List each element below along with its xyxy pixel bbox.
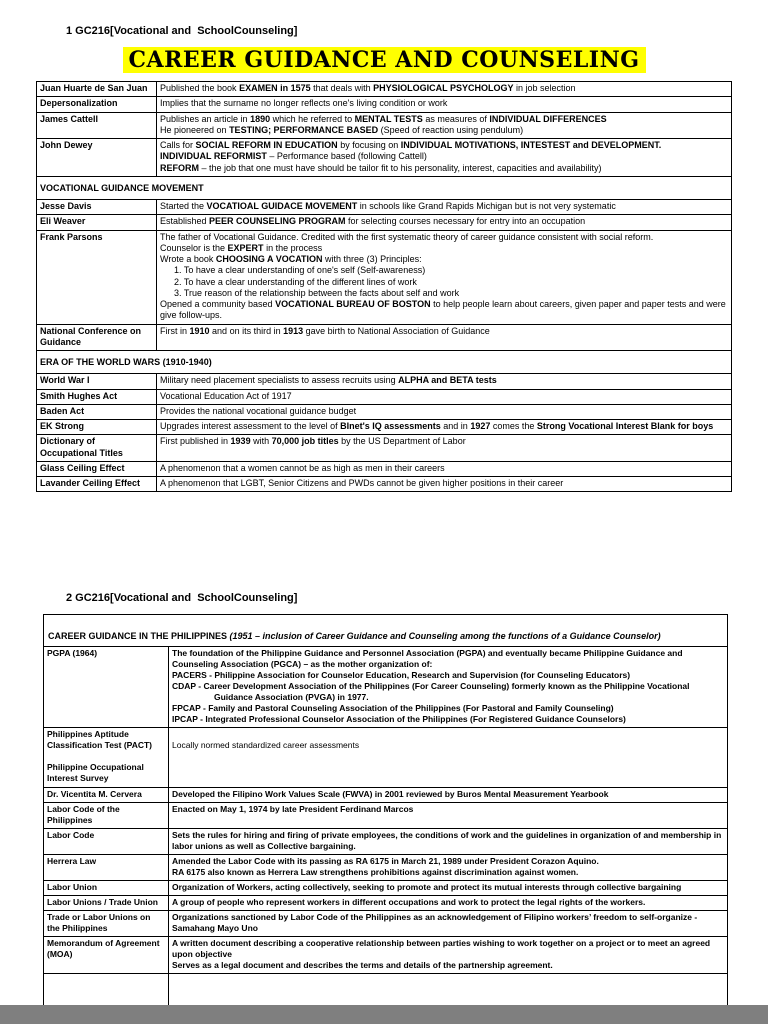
definition-cell (157, 200, 732, 215)
text-line: Wrote a book CHOOSING A VOCATION with three (3) Principles: (160, 254, 422, 264)
text-line: CDAP - Career Development Association of the Philippines (For Career Counseling) formerly known as the Philippine Vocational (172, 681, 690, 692)
text-line: Interest Survey (47, 773, 109, 784)
text-line: FPCAP - Family and Pastoral Counseling Association of the Philippines (For Pastoral and Family Counseling) (172, 703, 614, 714)
document-title (36, 47, 732, 73)
table-row (37, 324, 732, 351)
table-row (37, 389, 732, 404)
term-cell (37, 112, 157, 139)
text-line: PACERS - Philippine Association for Counselor Education, Research and Supervision (for Counseling Educators) (172, 670, 631, 681)
text-line: Juan Huarte de San Juan (40, 83, 148, 93)
text-line: Herrera Law (47, 855, 97, 866)
table-title: CAREER GUIDANCE IN THE PHILIPPINES (1951 – inclusion of Career Guidance and Counseling among the functions of a Guidance Counselor) (44, 615, 728, 647)
term-cell (44, 895, 169, 910)
text-line: The father of Vocational Guidance. Credited with the first systematic theory of career guidance consistent with social reform. (160, 231, 654, 242)
definition-cell (157, 374, 732, 389)
text-line: World War I (40, 375, 90, 386)
page1-table (36, 81, 732, 492)
term-cell (37, 461, 157, 476)
term-cell (37, 82, 157, 97)
table-row (44, 895, 728, 910)
text-line: Labor Unions / Trade Union (47, 896, 158, 907)
text-line: Baden Act (40, 405, 85, 416)
text-line: A phenomenon that a women cannot be as high as men in their careers (160, 462, 445, 473)
table-row (37, 82, 732, 97)
table-row (44, 828, 728, 854)
definition-cell (169, 880, 728, 895)
text-line: Military need placement specialists to assess recruits using ALPHA and BETA tests (160, 375, 497, 386)
term-cell (37, 324, 157, 351)
page2-table (43, 614, 728, 1020)
definition-cell (157, 97, 732, 112)
definition-cell (157, 389, 732, 404)
definition-cell (169, 895, 728, 910)
text-line: 3. True reason of the relationship between the facts about self and work (174, 287, 460, 298)
definition-cell (157, 461, 732, 476)
text-line: James Cattell (40, 113, 99, 124)
term-cell (37, 230, 157, 324)
definition-cell (157, 404, 732, 419)
text-line: Guidance Association (PVGA) in 1977. (214, 692, 369, 703)
table-title-row (44, 615, 728, 647)
term-cell (37, 404, 157, 419)
text-line: First in 1910 and on its third in 1913 gave birth to National Association of Guidance (160, 325, 490, 336)
term-cell (37, 139, 157, 177)
text-line: First published in 1939 with 70,000 job titles by the US Department of Labor (160, 436, 466, 447)
table-row (44, 787, 728, 802)
definition-cell (157, 477, 732, 492)
text-line: Philippine Occupational (47, 762, 144, 773)
text-line: Vocational Education Act of 1917 (160, 390, 292, 401)
text-line: Labor Code (47, 829, 95, 840)
text-line: Sets the rules for hiring and firing of private employees, the conditions of work and the guidelines in organization of and membership in labor unions as well as Collective bargaining. (172, 829, 722, 851)
definition-cell (169, 787, 728, 802)
text-line: Calls for SOCIAL REFORM IN EDUCATION by focusing on INDIVIDUAL MOTIVATIONS, INTESTEST and DEVELOPMENT. (160, 140, 662, 150)
text-line: A phenomenon that LGBT, Senior Citizens and PWDs cannot be given higher positions in their career (160, 478, 564, 488)
text-line: The foundation of the Philippine Guidance and Personnel Association (PGPA) and eventually became Philippine Guidance and Counseling Association (PGCA) – as the mother organization of: (172, 647, 683, 669)
definition-cell (169, 910, 728, 936)
text-line: Labor Union (47, 881, 98, 892)
table-row (37, 461, 732, 476)
text-line: Published the book EXAMEN in 1575 that deals with PHYSIOLOGICAL PSYCHOLOGY in job selection (160, 83, 576, 93)
text-line (172, 729, 724, 740)
term-cell (44, 802, 169, 828)
page-2-header: 2 GC216[Vocational and SchoolCounseling] (66, 592, 298, 605)
definition-cell (169, 854, 728, 880)
text-line: Jesse Davis (40, 201, 92, 211)
table-row (44, 910, 728, 936)
text-line: Opened a community based VOCATIONAL BUREAU OF BOSTON to help people learn about careers, given paper and paper tests and were give follow-ups. (160, 299, 726, 321)
table-row (37, 477, 732, 492)
term-cell (44, 787, 169, 802)
table-row (37, 420, 732, 435)
text-line: Implies that the surname no longer reflects one's living condition or work (160, 98, 448, 109)
text-line: Frank Parsons (40, 231, 103, 242)
text-line: Labor Code of the Philippines (47, 803, 120, 825)
term-cell (44, 828, 169, 854)
definition-cell (157, 420, 732, 435)
text-line: INDIVIDUAL REFORMIST – Performance based (following Cattell) (160, 151, 427, 162)
table-row (44, 728, 728, 787)
term-cell (44, 854, 169, 880)
text-line: He pioneered on TESTING; PERFORMANCE BASED (Speed of reaction using pendulum) (160, 124, 524, 135)
definition-cell (169, 802, 728, 828)
text-line: 2. To have a clear understanding of the different lines of work (174, 276, 417, 287)
term-cell (44, 880, 169, 895)
definition-cell (157, 435, 732, 462)
section-label: VOCATIONAL GUIDANCE MOVEMENT (37, 176, 732, 199)
document-title-text: CAREER GUIDANCE AND COUNSELING (123, 47, 646, 73)
text-line: Enacted on May 1, 1974 by late President Ferdinand Marcos (172, 803, 414, 814)
table-row (37, 404, 732, 419)
text-line: Upgrades interest assessment to the level of BInet's IQ assessments and in 1927 comes the Strong Vocational Interest Blank for boys (160, 421, 714, 431)
text-line: A written document describing a cooperative relationship between parties wishing to work together on a project or to meet an agreed upon objective (172, 938, 711, 960)
term-cell (37, 477, 157, 492)
term-cell (37, 420, 157, 435)
text-line: National Conference on Guidance (40, 325, 142, 347)
text-line: EK Strong (40, 421, 84, 431)
term-cell (44, 937, 169, 974)
page-2 (0, 592, 768, 1020)
definition-cell (157, 112, 732, 139)
table-row (37, 97, 732, 112)
table-row (44, 880, 728, 895)
text-line: Serves as a legal document and describes the terms and details of the partnership agreement. (172, 960, 553, 971)
section-row (37, 351, 732, 374)
text-line: Dr. Vicentita M. Cervera (47, 788, 142, 799)
table-row (37, 215, 732, 230)
page-1-header: 1 GC216[Vocational and SchoolCounseling] (66, 25, 298, 37)
table-row (44, 937, 728, 974)
text-line: Depersonalization (40, 98, 118, 109)
text-line: REFORM – the job that one must have should be tailor fit to his personality, interest, capacities and availability) (160, 162, 602, 173)
viewer-page-separator (0, 1005, 768, 1024)
definition-cell (157, 215, 732, 230)
text-line: Organization of Workers, acting collectively, seeking to promote and protect its mutual interests through collective bargaining (172, 881, 682, 892)
text-line: Organizations sanctioned by Labor Code of the Philippines as an acknowledgement of Filipino workers’ freedom to self-organize - Samahang Mayo Uno (172, 911, 698, 933)
table-row (37, 374, 732, 389)
definition-cell (157, 324, 732, 351)
term-cell (37, 97, 157, 112)
definition-cell (169, 728, 728, 787)
section-label: ERA OF THE WORLD WARS (1910-1940) (37, 351, 732, 374)
term-cell (37, 389, 157, 404)
text-line: Philippines Aptitude (47, 729, 129, 740)
text-line: Classification Test (PACT) (47, 740, 153, 751)
text-line: Locally normed standardized career assessments (172, 740, 360, 751)
text-line: RA 6175 also known as Herrera Law strengthens prohibitions against discrimination against women. (172, 866, 579, 877)
term-cell (44, 646, 169, 727)
definition-cell (157, 139, 732, 177)
text-line: Dictionary of Occupational Titles (40, 436, 123, 458)
text-line: Eli Weaver (40, 216, 86, 227)
table-row (37, 200, 732, 215)
section-row (37, 176, 732, 199)
term-cell (37, 435, 157, 462)
term-cell (37, 215, 157, 230)
definition-cell (157, 82, 732, 97)
text-line: Lavander Ceiling Effect (40, 478, 141, 488)
definition-cell (169, 937, 728, 974)
text-line: Provides the national vocational guidance budget (160, 405, 357, 416)
definition-cell (169, 828, 728, 854)
table-row (44, 646, 728, 727)
text-line: A group of people who represent workers in different occupations and work to protect the legal rights of the workers. (172, 896, 646, 907)
table-row (37, 230, 732, 324)
text-line: Publishes an article in 1890 which he referred to MENTAL TESTS as measures of INDIVIDUAL DIFFERENCES (160, 113, 607, 124)
text-line: IPCAP - Integrated Professional Counselor Association of the Philippines (For Registered Guidance Counselors) (172, 714, 626, 725)
text-line (47, 751, 165, 762)
term-cell (37, 374, 157, 389)
table-row (37, 139, 732, 177)
text-line: Developed the Filipino Work Values Scale (FWVA) in 2001 reviewed by Buros Mental Measurement Yearbook (172, 788, 609, 799)
table-row (37, 112, 732, 139)
term-cell (44, 910, 169, 936)
text-line: Counselor is the EXPERT in the process (160, 242, 323, 253)
term-cell (37, 200, 157, 215)
text-line: Established PEER COUNSELING PROGRAM for selecting courses necessary for entry into an occupation (160, 216, 586, 227)
text-line: John Dewey (40, 140, 93, 150)
text-line: Started the VOCATIOAL GUIDACE MOVEMENT in schools like Grand Rapids Michigan but is not very systematic (160, 201, 616, 211)
table-row (44, 802, 728, 828)
text-line: Glass Ceiling Effect (40, 462, 125, 473)
text-line: 1. To have a clear understanding of one's self (Self-awareness) (174, 265, 426, 276)
page-1 (0, 0, 768, 492)
table-row (44, 854, 728, 880)
definition-cell (169, 646, 728, 727)
text-line: Trade or Labor Unions on the Philippines (47, 911, 151, 933)
page-gap (0, 492, 768, 592)
text-line: Memorandum of Agreement (MOA) (47, 938, 160, 960)
definition-cell (157, 230, 732, 324)
text-line: PGPA (1964) (47, 647, 98, 658)
text-line: Smith Hughes Act (40, 390, 118, 401)
term-cell (44, 728, 169, 787)
table-row (37, 435, 732, 462)
text-line: Amended the Labor Code with its passing as RA 6175 in March 21, 1989 under President Corazon Aquino. (172, 855, 599, 866)
